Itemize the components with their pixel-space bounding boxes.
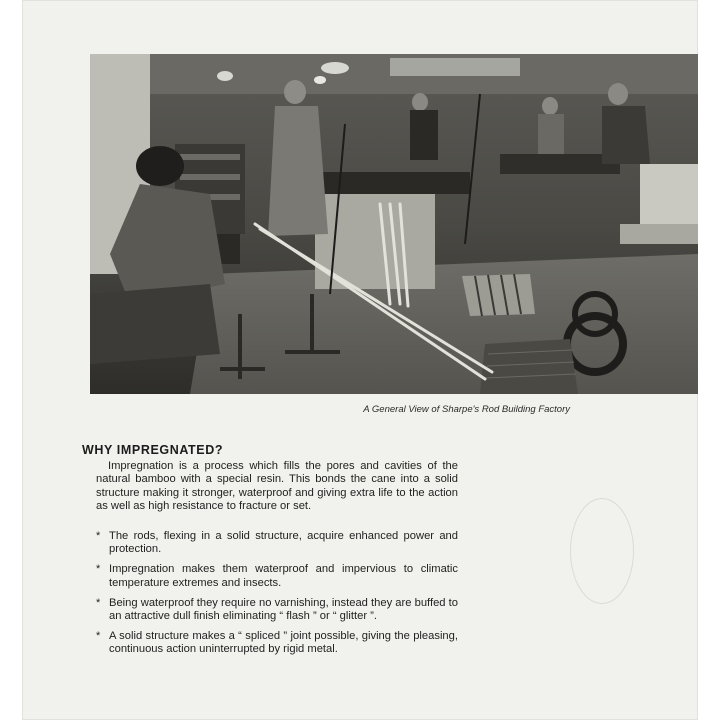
show-through-oval: [570, 498, 634, 604]
section-heading: WHY IMPREGNATED?: [82, 443, 224, 457]
list-item: [96, 597, 458, 623]
bullet-marker: *: [96, 596, 101, 609]
benefits-list: [96, 530, 458, 664]
list-item: [96, 563, 458, 589]
list-item-text: A solid structure makes a “ spliced ” joint possible, giving the pleasing, continuous action uninterrupted by rigid metal.: [109, 630, 458, 656]
list-item: [96, 630, 458, 656]
factory-photo: [90, 54, 698, 394]
bullet-marker: *: [96, 630, 101, 643]
bullet-marker: *: [96, 530, 101, 542]
factory-photo-illustration: [90, 54, 698, 394]
intro-paragraph: Impregnation is a process which fills the pores and cavities of the natural bamboo with a special resin. This bonds the cane into a solid structure making it stronger, waterproof and giving extra life to the action as well as high resistance to fracture or set.: [96, 460, 458, 513]
list-item-text: Being waterproof they require no varnishing, instead they are buffed to an attractive dull finish eliminating “ flash ” or “ glitter ”.: [109, 596, 458, 623]
list-item-text: Impregnation makes them waterproof and impervious to climatic temperature extremes and insects.: [109, 563, 458, 589]
bullet-marker: *: [96, 563, 101, 576]
list-item: [96, 530, 458, 556]
list-item-text: The rods, flexing in a solid structure, acquire enhanced power and protection.: [109, 530, 458, 556]
book-page: [22, 0, 698, 720]
photo-caption: A General View of Sharpe's Rod Building Factory: [363, 404, 570, 415]
